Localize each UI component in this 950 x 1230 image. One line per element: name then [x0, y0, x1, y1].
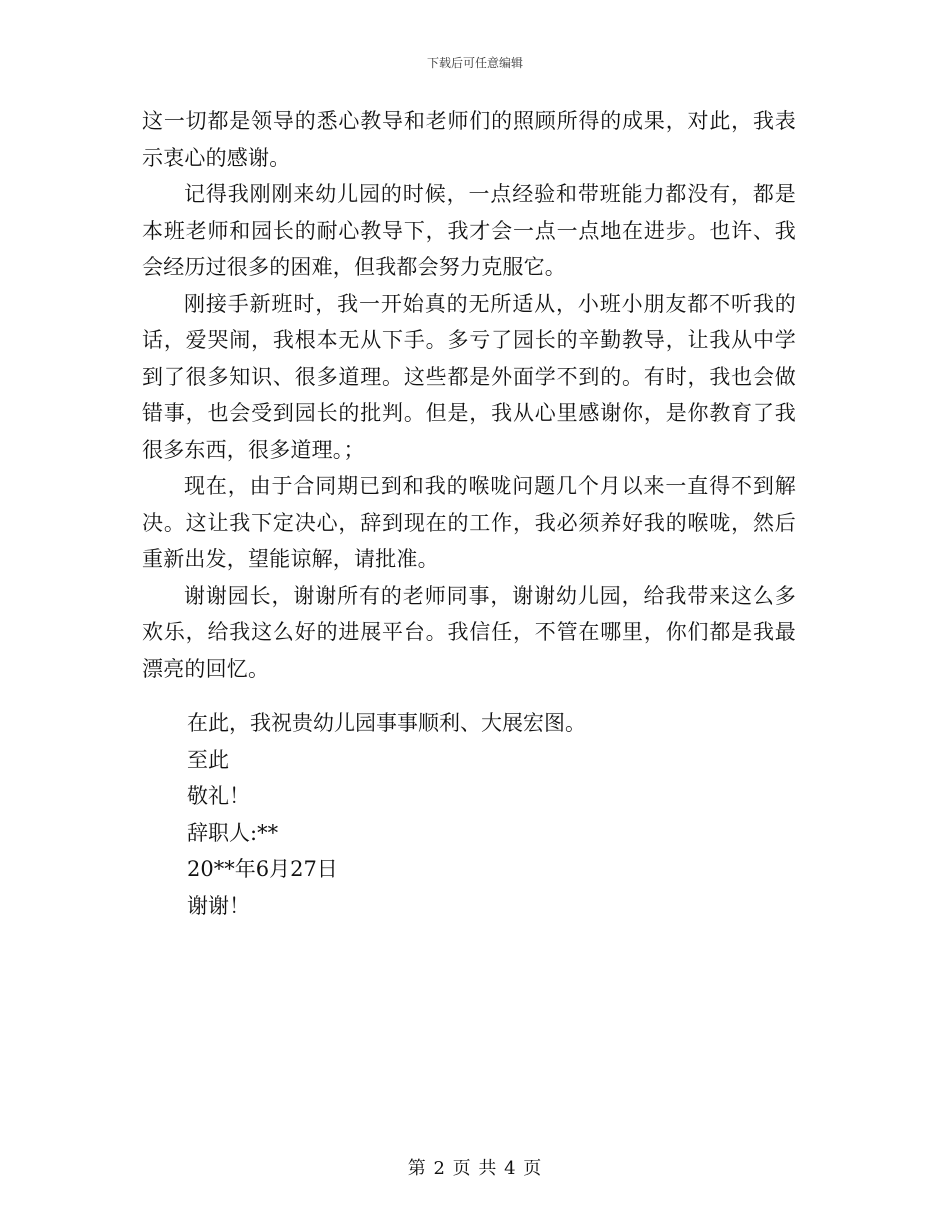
paragraph-continuation: 这一切都是领导的悉心教导和老师们的照顾所得的成果，对此，我表示衷心的感谢。 — [142, 109, 796, 170]
closing-line-1: 至此 — [187, 747, 229, 772]
closing-wish: 在此，我祝贵幼儿园事事顺利、大展宏图。 — [187, 711, 586, 735]
paragraph-thanks: 谢谢园长，谢谢所有的老师同事，谢谢幼儿园，给我带来这么多欢乐，给我这么好的进展平台。我信任，不管在哪里，你们都是我最漂亮的回忆。 — [142, 583, 796, 681]
signer: 辞职人:** — [187, 820, 279, 845]
page-header: 下载后可任意编辑 — [426, 56, 523, 70]
page-number: 第 2 页 共 4 页 — [407, 1158, 543, 1179]
letter-date: 20**年6月27日 — [187, 857, 338, 881]
paragraph-arrival: 记得我刚刚来幼儿园的时候，一点经验和带班能力都没有，都是本班老师和园长的耐心教导下，我才会一点一点地在进步。也许、我会经历过很多的困难，但我都会努力克服它。 — [142, 182, 796, 279]
closing-thanks: 谢谢！ — [187, 893, 250, 918]
letter-body — [142, 103, 796, 687]
closing-salute: 敬礼！ — [187, 784, 250, 808]
paragraph-new-class: 刚接手新班时，我一开始真的无所适从，小班小朋友都不听我的话，爱哭闹，我根本无从下手。多亏了园长的辛勤教导，让我从中学到了很多知识、很多道理。这些都是外面学不到的。有时，我也会做错事，也会受到园长的批判。但是，我从心里感谢你，是你教育了我很多东西，很多道理。； — [142, 291, 796, 462]
letter-closing — [187, 705, 586, 924]
paragraph-resignation-reason: 现在，由于合同期已到和我的喉咙问题几个月以来一直得不到解决。这让我下定决心，辞到现在的工作，我必须养好我的喉咙，然后重新出发，望能谅解，请批准。 — [142, 474, 796, 571]
